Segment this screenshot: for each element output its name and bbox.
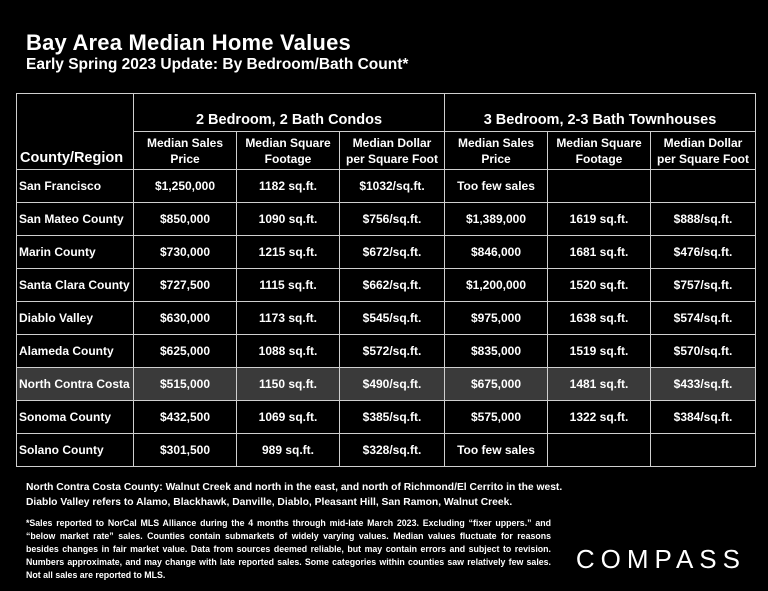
region-cell: Marin County — [17, 236, 134, 269]
region-cell: Alameda County — [17, 335, 134, 368]
value-cell: 1619 sq.ft. — [548, 203, 651, 236]
value-cell: $975,000 — [445, 302, 548, 335]
table-row — [17, 335, 756, 368]
table-row — [17, 236, 756, 269]
page-subtitle: Early Spring 2023 Update: By Bedroom/Bath Count* — [26, 56, 409, 73]
value-cell: $1032/sq.ft. — [340, 170, 445, 203]
value-cell: $662/sq.ft. — [340, 269, 445, 302]
value-cell: 1090 sq.ft. — [237, 203, 340, 236]
column-header: Median Dollar per Square Foot — [651, 132, 756, 170]
column-header: Median Square Footage — [548, 132, 651, 170]
value-cell: 1150 sq.ft. — [237, 368, 340, 401]
table-row — [17, 269, 756, 302]
region-cell: Santa Clara County — [17, 269, 134, 302]
value-cell: $835,000 — [445, 335, 548, 368]
value-cell: $727,500 — [134, 269, 237, 302]
value-cell: $575,000 — [445, 401, 548, 434]
compass-logo: COMPASS — [575, 544, 746, 574]
region-note: North Contra Costa County: Walnut Creek and north in the east, and north of Richmond/El Cerrito in the west. Diablo Valley refers to Alamo, Blackhawk, Danville, Diablo, Pleasant Hill, San Ramon, Walnut Creek. — [26, 482, 563, 508]
value-cell: 1681 sq.ft. — [548, 236, 651, 269]
value-cell: 1182 sq.ft. — [237, 170, 340, 203]
table-row — [17, 203, 756, 236]
value-cell: $757/sq.ft. — [651, 269, 756, 302]
value-cell: $574/sq.ft. — [651, 302, 756, 335]
value-cell: $515,000 — [134, 368, 237, 401]
value-cell: $888/sq.ft. — [651, 203, 756, 236]
value-cell: $490/sq.ft. — [340, 368, 445, 401]
value-cell: 989 sq.ft. — [237, 434, 340, 467]
group-header-condos: 2 Bedroom, 2 Bath Condos — [134, 94, 445, 132]
page-title: Bay Area Median Home Values — [26, 30, 351, 55]
value-cell: 1069 sq.ft. — [237, 401, 340, 434]
table-row — [17, 302, 756, 335]
value-cell: $1,200,000 — [445, 269, 548, 302]
column-header: Median Dollar per Square Foot — [340, 132, 445, 170]
value-cell: 1481 sq.ft. — [548, 368, 651, 401]
value-cell: 1115 sq.ft. — [237, 269, 340, 302]
value-cell: $672/sq.ft. — [340, 236, 445, 269]
value-cell: $1,389,000 — [445, 203, 548, 236]
value-cell: $432,500 — [134, 401, 237, 434]
value-cell: $572/sq.ft. — [340, 335, 445, 368]
value-cell: $385/sq.ft. — [340, 401, 445, 434]
value-cell: 1519 sq.ft. — [548, 335, 651, 368]
region-cell: Diablo Valley — [17, 302, 134, 335]
region-cell: North Contra Costa — [17, 368, 134, 401]
value-cell — [651, 434, 756, 467]
value-cell: $433/sq.ft. — [651, 368, 756, 401]
region-cell: San Francisco — [17, 170, 134, 203]
value-cell: 1520 sq.ft. — [548, 269, 651, 302]
value-cell — [651, 170, 756, 203]
table-row — [17, 401, 756, 434]
value-cell: $328/sq.ft. — [340, 434, 445, 467]
value-cell: 1638 sq.ft. — [548, 302, 651, 335]
value-cell: 1322 sq.ft. — [548, 401, 651, 434]
value-cell: $476/sq.ft. — [651, 236, 756, 269]
value-cell: $625,000 — [134, 335, 237, 368]
value-cell: 1215 sq.ft. — [237, 236, 340, 269]
value-cell: $675,000 — [445, 368, 548, 401]
table-row — [17, 170, 756, 203]
region-cell: Sonoma County — [17, 401, 134, 434]
value-cell: $1,250,000 — [134, 170, 237, 203]
value-cell: Too few sales — [445, 170, 548, 203]
value-cell — [548, 434, 651, 467]
footnote: *Sales reported to NorCal MLS Alliance during the 4 months through mid-late March 2023. Excluding “fixer uppers.” and “below market rate” sales. Counties contain submarkets of widely varying values. Median values fluctuate for reasons besides changes in fair market value. Data from sources deemed reliable, but may contain errors and subject to revision. Numbers approximate, and may change with late reported sales. Some categories within counties saw relatively few sales. Not all sales are reported to MLS. — [26, 518, 551, 580]
column-header: Median Sales Price — [134, 132, 237, 170]
home-values-table — [16, 93, 756, 467]
county-region-header: County/Region — [17, 94, 134, 170]
region-cell: Solano County — [17, 434, 134, 467]
group-header-townhouses: 3 Bedroom, 2-3 Bath Townhouses — [445, 94, 756, 132]
value-cell: $846,000 — [445, 236, 548, 269]
column-header: Median Sales Price — [445, 132, 548, 170]
value-cell — [548, 170, 651, 203]
table-row — [17, 368, 756, 401]
value-cell: 1173 sq.ft. — [237, 302, 340, 335]
value-cell: 1088 sq.ft. — [237, 335, 340, 368]
table-row — [17, 434, 756, 467]
value-cell: $756/sq.ft. — [340, 203, 445, 236]
value-cell: $850,000 — [134, 203, 237, 236]
value-cell: $384/sq.ft. — [651, 401, 756, 434]
value-cell: $630,000 — [134, 302, 237, 335]
value-cell: Too few sales — [445, 434, 548, 467]
value-cell: $301,500 — [134, 434, 237, 467]
value-cell: $730,000 — [134, 236, 237, 269]
value-cell: $570/sq.ft. — [651, 335, 756, 368]
value-cell: $545/sq.ft. — [340, 302, 445, 335]
column-header: Median Square Footage — [237, 132, 340, 170]
region-cell: San Mateo County — [17, 203, 134, 236]
